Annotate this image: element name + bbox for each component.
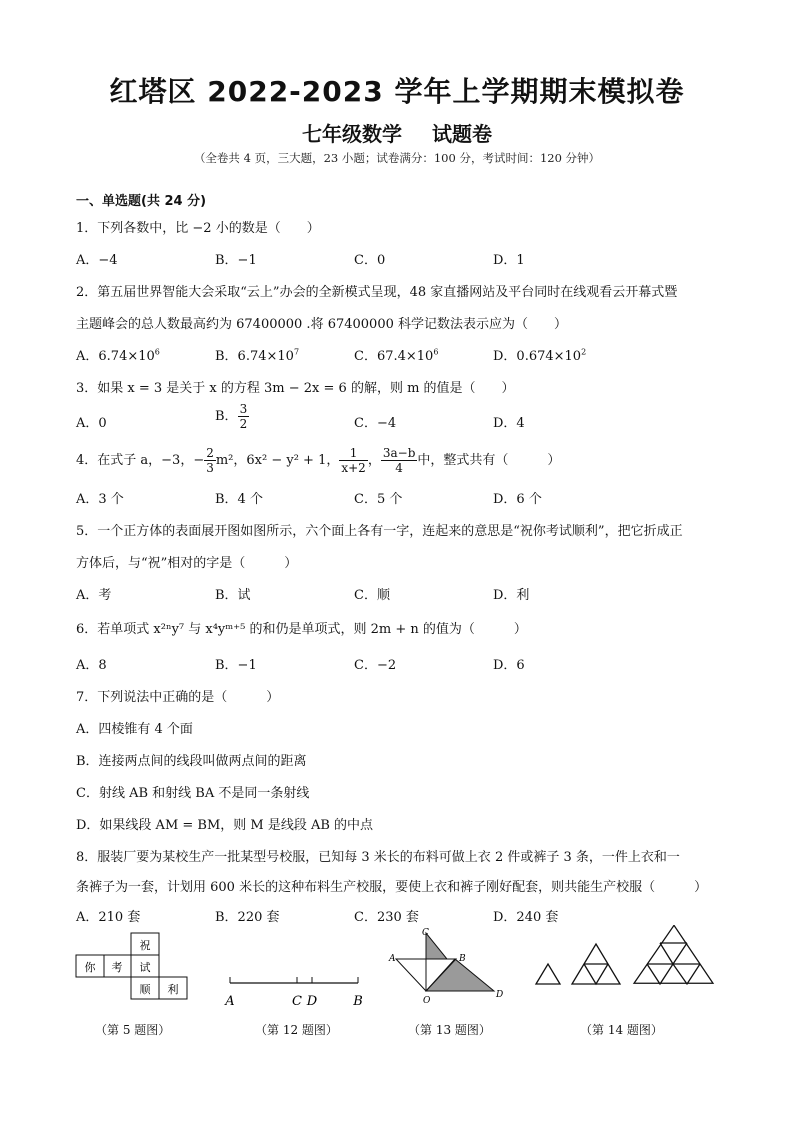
q3-option-b: B． $\frac{3}{2}$ — [215, 402, 248, 431]
q6-option-b: B．−1 — [215, 658, 257, 673]
q1-option-d: D．1 — [493, 253, 525, 268]
q1-option-c: C．0 — [354, 253, 386, 268]
q8-option-c: C．230 套 — [354, 910, 419, 925]
net-char-kao: 考 — [111, 961, 123, 974]
section-heading: 一、单选题(共 24 分) — [76, 194, 207, 209]
caption-fig-14: （第 14 题图） — [580, 1023, 663, 1037]
q2-option-d: D．$0.674\times 10^2$ — [493, 347, 587, 364]
tri-label-o: O — [423, 996, 431, 1006]
q3-option-d: D．4 — [493, 416, 525, 431]
caption-fig-13: （第 13 题图） — [408, 1023, 491, 1037]
q6-option-a: A．8 — [76, 658, 107, 673]
question-1: 1．下列各数中，比 −2 小的数是（ ） — [76, 221, 320, 236]
question-3: 3．如果 x = 3 是关于 x 的方程 3m − 2x = 6 的解，则 m 的值是（ ） — [76, 381, 515, 396]
q5-option-b: B．试 — [215, 588, 251, 603]
q5-option-a: A．考 — [76, 588, 112, 603]
exam-info: （全卷共 4 页，三大题，23 小题；试卷满分：100 分，考试时间：120 分钟） — [193, 151, 601, 165]
tri-label-d: D — [496, 990, 504, 1000]
subtitle-subject: 七年级数学 — [302, 122, 402, 146]
tri-label-c: C — [422, 928, 429, 938]
tri-label-b: B — [459, 954, 466, 964]
tri-label-a: A — [389, 954, 396, 964]
q6-option-d: D．6 — [493, 658, 525, 673]
q8-option-b: B．220 套 — [215, 910, 280, 925]
segment-label-d: D — [306, 994, 318, 1009]
q6-option-c: C．−2 — [354, 658, 397, 673]
question-7: 7．下列说法中正确的是（ ） — [76, 690, 280, 705]
net-char-li: 利 — [167, 983, 179, 996]
caption-fig-12: （第 12 题图） — [255, 1023, 338, 1037]
question-5-line-2: 方体后，与“祝”相对的字是（ ） — [76, 556, 298, 571]
q5-option-c: C．顺 — [354, 588, 390, 603]
q2-option-a: A．$6.74\times 10^6$ — [76, 347, 160, 364]
cube-net-figure — [76, 933, 187, 999]
page-subtitle — [0, 118, 794, 147]
triangle-pattern-figure — [536, 925, 713, 984]
q3-option-c: C．−4 — [354, 416, 397, 431]
net-char-shi: 试 — [139, 961, 151, 974]
question-2-line-1: 2．第五届世界智能大会采取“云上”办会的全新模式呈现，48 家直播网站及平台同时在线观看云开幕式暨 — [76, 285, 678, 300]
net-char-zhu: 祝 — [139, 939, 151, 952]
question-4: 4．在式子 a，−3，− $\frac{2}{3}$ m²，6x² − y² + 1， $\frac{1}{x+2}$ ， $\frac{3a-b}{4}$ 中，整式共有（ ） — [76, 446, 561, 475]
net-char-ni: 你 — [84, 961, 96, 974]
q7-option-a: A．四棱锥有 4 个面 — [76, 722, 193, 737]
question-6: 6．若单项式 x²ⁿy⁷ 与 x⁴yᵐ⁺⁵ 的和仍是单项式，则 2m + n 的值为（ ） — [76, 622, 527, 637]
figures-row — [0, 925, 794, 1020]
q5-option-d: D．利 — [493, 588, 530, 603]
q7-option-c: C．射线 AB 和射线 BA 不是同一条射线 — [76, 786, 310, 801]
q8-option-d: D．240 套 — [493, 910, 559, 925]
triangle-figure — [388, 928, 503, 1006]
q4-option-c: C．5 个 — [354, 492, 403, 507]
q1-option-a: A．−4 — [76, 253, 118, 268]
q4-option-a: A．3 个 — [76, 492, 124, 507]
q4-option-d: D．6 个 — [493, 492, 542, 507]
q7-option-b: B．连接两点间的线段叫做两点间的距离 — [76, 754, 307, 769]
q1-option-b: B．−1 — [215, 253, 257, 268]
question-8-line-2: 条裤子为一套，计划用 600 米长的这种布料生产校服，要使上衣和裤子刚好配套，则共能生产校服（ ） — [76, 880, 708, 895]
segment-label-a: A — [225, 994, 235, 1009]
segment-label-b: B — [353, 994, 363, 1009]
question-8-line-1: 8．服装厂要为某校生产一批某型号校服，已知每 3 米长的布料可做上衣 2 件或裤子 3 条，一件上衣和一 — [76, 850, 680, 865]
segment-figure — [224, 977, 362, 1009]
subtitle-paper: 试题卷 — [432, 122, 492, 146]
question-5-line-1: 5．一个正方体的表面展开图如图所示，六个面上各有一字，连起来的意思是“祝你考试顺利”，把它折成正 — [76, 524, 683, 539]
page-title: 红塔区 2022-2023 学年上学期期末模拟卷 — [109, 75, 685, 108]
net-char-shun: 顺 — [139, 983, 151, 996]
q4-option-b: B．4 个 — [215, 492, 263, 507]
question-2-line-2: 主题峰会的总人数最高约为 67400000 .将 67400000 科学记数法表示应为（ ） — [76, 317, 567, 332]
q2-option-c: C．$67.4\times 10^6$ — [354, 347, 439, 364]
q7-option-d: D．如果线段 AM = BM，则 M 是线段 AB 的中点 — [76, 818, 374, 833]
segment-label-c: C — [292, 994, 302, 1009]
caption-fig-5: （第 5 题图） — [95, 1023, 171, 1037]
q3-option-a: A．0 — [76, 416, 107, 431]
q2-option-b: B．$6.74\times 10^7$ — [215, 347, 300, 364]
q8-option-a: A．210 套 — [76, 910, 141, 925]
